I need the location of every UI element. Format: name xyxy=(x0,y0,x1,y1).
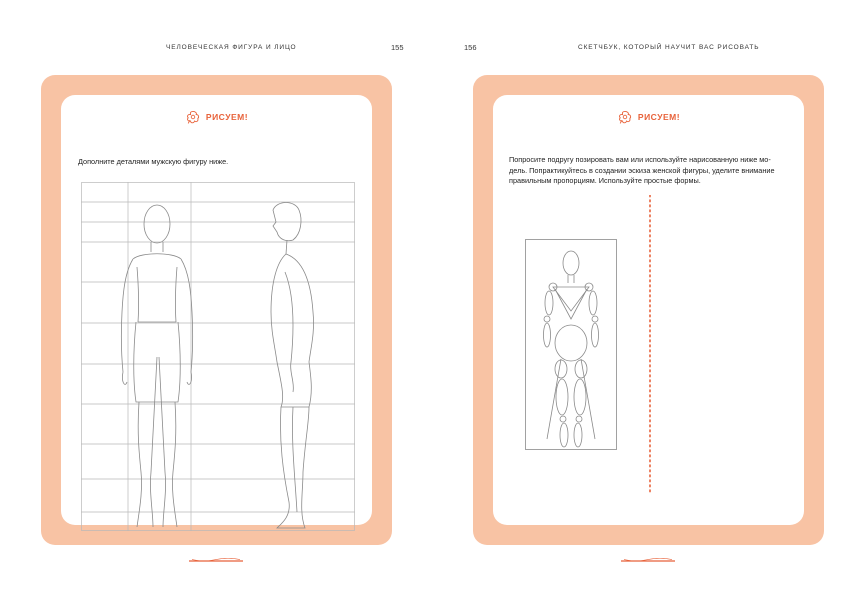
badge-label-left: РИСУЕМ! xyxy=(205,112,249,122)
left-page-panel xyxy=(61,95,372,525)
pencil-squiggle-icon xyxy=(188,558,244,564)
badge-label-right: РИСУЕМ! xyxy=(637,112,681,122)
page-number-left: 155 xyxy=(391,43,404,52)
instruction-right-line-2: дель. Попрактикуйтесь в создании эскиза женской фигуры, уделите внимание xyxy=(509,165,775,175)
dotted-guide-line xyxy=(647,195,653,495)
instruction-left: Дополните деталями мужскую фигуру ниже. xyxy=(78,157,229,166)
instruction-right xyxy=(509,155,775,187)
pencil-flower-icon xyxy=(185,109,201,125)
left-page-frame xyxy=(41,75,392,545)
page-number-right: 156 xyxy=(464,43,477,52)
right-page-panel xyxy=(493,95,804,525)
instruction-right-line-3: правильным пропорциям. Используйте простые формы. xyxy=(509,176,701,185)
male-figure-grid xyxy=(81,182,356,532)
instruction-right-line-1: Попросите подругу позировать вам или используйте нарисованную ниже мо- xyxy=(509,155,771,164)
running-title-right: СКЕТЧБУК, КОТОРЫЙ НАУЧИТ ВАС РИСОВАТЬ xyxy=(578,44,760,51)
pencil-flower-icon xyxy=(617,109,633,125)
right-page-frame xyxy=(473,75,824,545)
running-title-left: ЧЕЛОВЕЧЕСКАЯ ФИГУРА И ЛИЦО xyxy=(166,44,297,51)
female-shape-model-sketch xyxy=(525,239,617,451)
pencil-squiggle-icon xyxy=(620,558,676,564)
draw-badge-right xyxy=(493,109,804,129)
draw-badge-left xyxy=(61,109,372,129)
